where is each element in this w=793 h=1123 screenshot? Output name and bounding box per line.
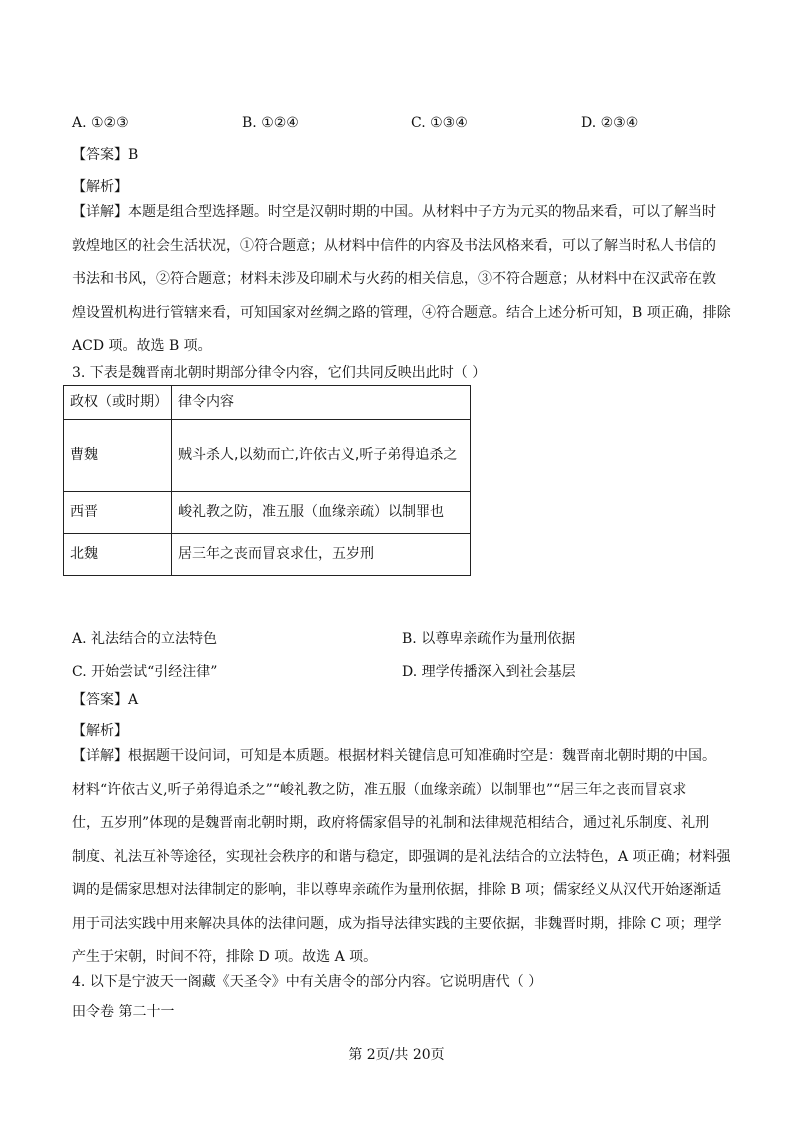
q3-analysis-label: 【解析】 [72,723,128,739]
law-table [63,385,471,576]
table-row [64,534,471,576]
table-cell-content: 峻礼教之防，准五服（血缘亲疏）以制罪也 [172,492,471,534]
q2-detail [72,196,732,364]
q2-answer: 【答案】B [72,147,139,163]
q3-option-a: A. 礼法结合的立法特色 [72,631,218,647]
table-header-regime: 政权（或时期） [64,386,172,420]
q2-detail-line: 煌设置机构进行管辖来看，可知国家对丝绸之路的管理，④符合题意。结合上述分析可知，B 项正确，排除 [72,304,731,321]
q2-option-c: C. ①③④ [411,115,468,131]
q2-option-d: D. ②③④ [581,115,639,131]
table-cell-regime: 北魏 [64,534,172,576]
q3-stem: 3. 下表是魏晋南北朝时期部分律令内容，它们共同反映出此时（ ） [72,365,487,381]
q3-option-b: B. 以尊卑亲疏作为量刑依据 [402,631,576,647]
q2-option-b: B. ①②④ [242,115,299,131]
q4-stem: 4. 以下是宁波天一阁藏《天圣令》中有关唐令的部分内容。它说明唐代（ ） [72,974,543,990]
table-cell-regime: 西晋 [64,492,172,534]
table-cell-regime: 曹魏 [64,420,172,492]
page-footer: 第 2页/共 20页 [348,1047,445,1063]
q3-detail-line: 用于司法实践中用来解决具体的法律问题，成为指导法律实践的主要依据，非魏晋时期，排除 C 项；理学 [72,915,722,932]
q3-option-d: D. 理学传播深入到社会基层 [402,664,576,680]
q4-subline: 田令卷 第二十一 [72,1004,175,1020]
table-row [64,420,471,492]
table-cell-content: 居三年之丧而冒哀求仕，五岁刑 [172,534,471,576]
q3-detail-line: 调的是儒家思想对法律制定的影响，非以尊卑亲疏作为量刑依据，排除 B 项；儒家经义从汉代开始逐渐适 [72,882,722,898]
q2-analysis-label: 【解析】 [72,179,128,195]
q2-option-a: A. ①②③ [72,115,129,131]
table-header-content: 律令内容 [172,386,471,420]
q3-option-c: C. 开始尝试“引经注律” [72,664,218,680]
q2-detail-line: 书法和书风，②符合题意；材料未涉及印刷术与火药的相关信息，③不符合题意；从材料中在汉武帝在敦 [72,271,716,287]
q3-detail-line: 仕，五岁刑”体现的是魏晋南北朝时期，政府将儒家倡导的礼制和法律规范相结合，通过礼乐制度、礼刑 [72,815,710,831]
q3-detail-line: 制度、礼法互补等途径，实现社会秩序的和谐与稳定，即强调的是礼法结合的立法特色，A 项正确；材料强 [72,848,731,865]
table-row [64,492,471,534]
q2-detail-line: 【详解】本题是组合型选择题。时空是汉朝时期的中国。从材料中子方为元买的物品来看，可以了解当时 [72,204,716,220]
q3-detail-line: 材料“许依古义,听子弟得追杀之”“峻礼教之防，准五服（血缘亲疏）以制罪也”“居三年之丧而冒哀求 [72,781,687,798]
q3-detail-line: 产生于宋朝，时间不符，排除 D 项。故选 A 项。 [72,949,378,965]
q2-detail-line: 敦煌地区的社会生活状况，①符合题意；从材料中信件的内容及书法风格来看，可以了解当时私人书信的 [72,237,716,254]
q3-detail [72,740,732,975]
q3-answer: 【答案】A [72,692,139,708]
table-cell-content: 贼斗杀人,以劾而亡,许依古义,听子弟得追杀之 [172,420,471,492]
q3-detail-line: 【详解】根据题干设问词，可知是本质题。根据材料关键信息可知准确时空是：魏晋南北朝时期的中国。 [72,748,716,764]
q2-detail-line: ACD 项。故选 B 项。 [72,338,212,354]
table-header-row [64,386,471,420]
